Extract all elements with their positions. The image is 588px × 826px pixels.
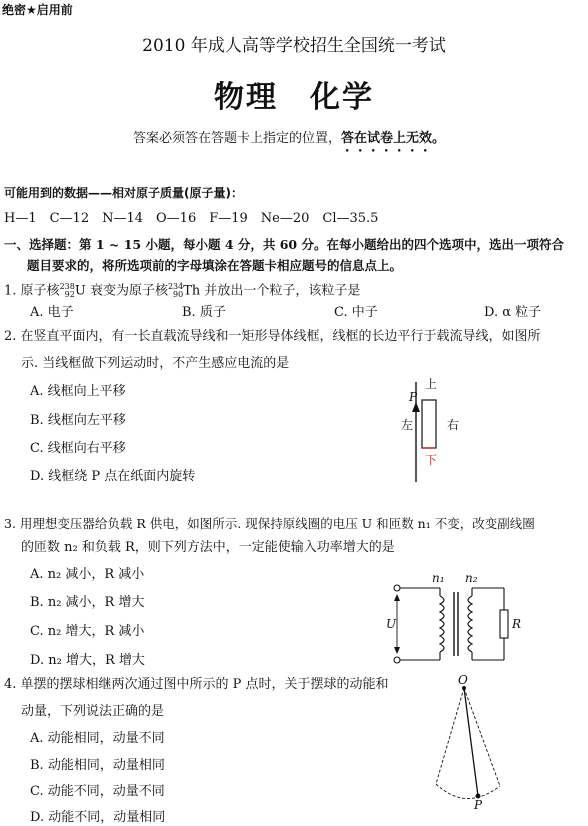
q4-stem-line2: 动量，下列说法正确的是 <box>21 704 165 719</box>
q2-option-c: C. 线框向右平移 <box>30 441 126 456</box>
q1-stem: 1. 原子核238 92U 衰变为原子核234 90Th 并放出一个粒子，该粒子是 <box>4 282 361 299</box>
section-instruction-line2: 题目要求的，将所选项前的字母填涂在答题卡相应题号的信息点上。 <box>27 258 403 273</box>
q2-label-right: 右 <box>447 418 460 432</box>
q3-label-u: U <box>386 617 397 631</box>
q3-stem-line1: 3. 用理想变压器给负载 R 供电，如图所示. 现保持原线圈的电压 U 和匝数 n₁ 不变，改变副线圈 <box>4 516 535 531</box>
q3-option-d: D. n₂ 增大，R 增大 <box>30 653 145 668</box>
q2-stem-line2: 示. 当线框做下列运动时，不产生感应电流的是 <box>21 356 290 371</box>
secret-label: 绝密★启用前 <box>2 3 73 17</box>
q4-option-d: D. 动能不同，动量相同 <box>30 810 166 825</box>
q4-figure <box>420 680 520 820</box>
q3-stem-line2: 的匝数 n₂ 和负载 R，则下列方法中，一定能使输入功率增大的是 <box>21 540 395 555</box>
q3-label-n2: n₂ <box>465 571 478 585</box>
q4-label-p: P <box>474 798 483 812</box>
q1-option-b: B. 质子 <box>182 305 226 320</box>
q2-stem-line1: 2. 在竖直平面内，有一长直载流导线和一矩形导体线框，线框的长边平行于载流导线，如图所 <box>4 329 541 344</box>
exam-title: 2010 年成人高等学校招生全国统一考试 <box>142 36 446 56</box>
pendulum-string <box>464 688 478 796</box>
atomic-mass-title: 可能用到的数据——相对原子质量(原子量)： <box>4 186 243 200</box>
q1-option-d: D. α 粒子 <box>484 305 542 320</box>
q3-option-c: C. n₂ 增大，R 减小 <box>30 624 145 639</box>
q2-label-up: 上 <box>425 377 438 391</box>
q2-label-left: 左 <box>401 418 414 432</box>
q1-option-c: C. 中子 <box>334 305 378 320</box>
q4-option-b: B. 动能相同，动量相同 <box>30 758 165 773</box>
secondary-coil <box>468 596 472 652</box>
load-resistor <box>500 610 508 638</box>
q4-label-o: O <box>458 673 468 687</box>
q4-option-c: C. 动能不同，动量不同 <box>30 784 165 799</box>
q3-option-b: B. n₂ 减小，R 增大 <box>30 595 145 610</box>
atomic-mass-values: H—1 C—12 N—14 O—16 F—19 Ne—20 Cl—35.5 <box>4 211 379 226</box>
q2-option-d: D. 线框绕 P 点在纸面内旋转 <box>30 469 196 484</box>
q2-option-a: A. 线框向上平移 <box>30 384 126 399</box>
subject-title: 物理 化学 <box>214 80 374 115</box>
q3-label-n1: n₁ <box>432 571 445 585</box>
q4-stem-line1: 4. 单摆的摆球相继两次通过图中所示的 P 点时，关于摆球的动能和 <box>4 677 389 692</box>
q3-option-a: A. n₂ 减小，R 减小 <box>30 567 145 582</box>
q2-label-down: 下 <box>425 453 438 467</box>
q2-label-p: P <box>409 390 418 404</box>
q2-option-b: B. 线框向左平移 <box>30 413 126 428</box>
q3-label-r: R <box>512 617 522 631</box>
q4-option-a: A. 动能相同，动量不同 <box>30 731 165 746</box>
section-instruction-line1: 一、选择题：第 1 ~ 15 小题，每小题 4 分，共 60 分。在每小题给出的四个选项中，选出一项符合 <box>4 237 564 252</box>
notice: 答案必须答在答题卡上指定的位置，答在试卷上无效。 <box>133 131 446 146</box>
q1-option-a: A. 电子 <box>30 305 74 320</box>
primary-coil <box>440 596 444 652</box>
wire-frame <box>422 400 436 448</box>
